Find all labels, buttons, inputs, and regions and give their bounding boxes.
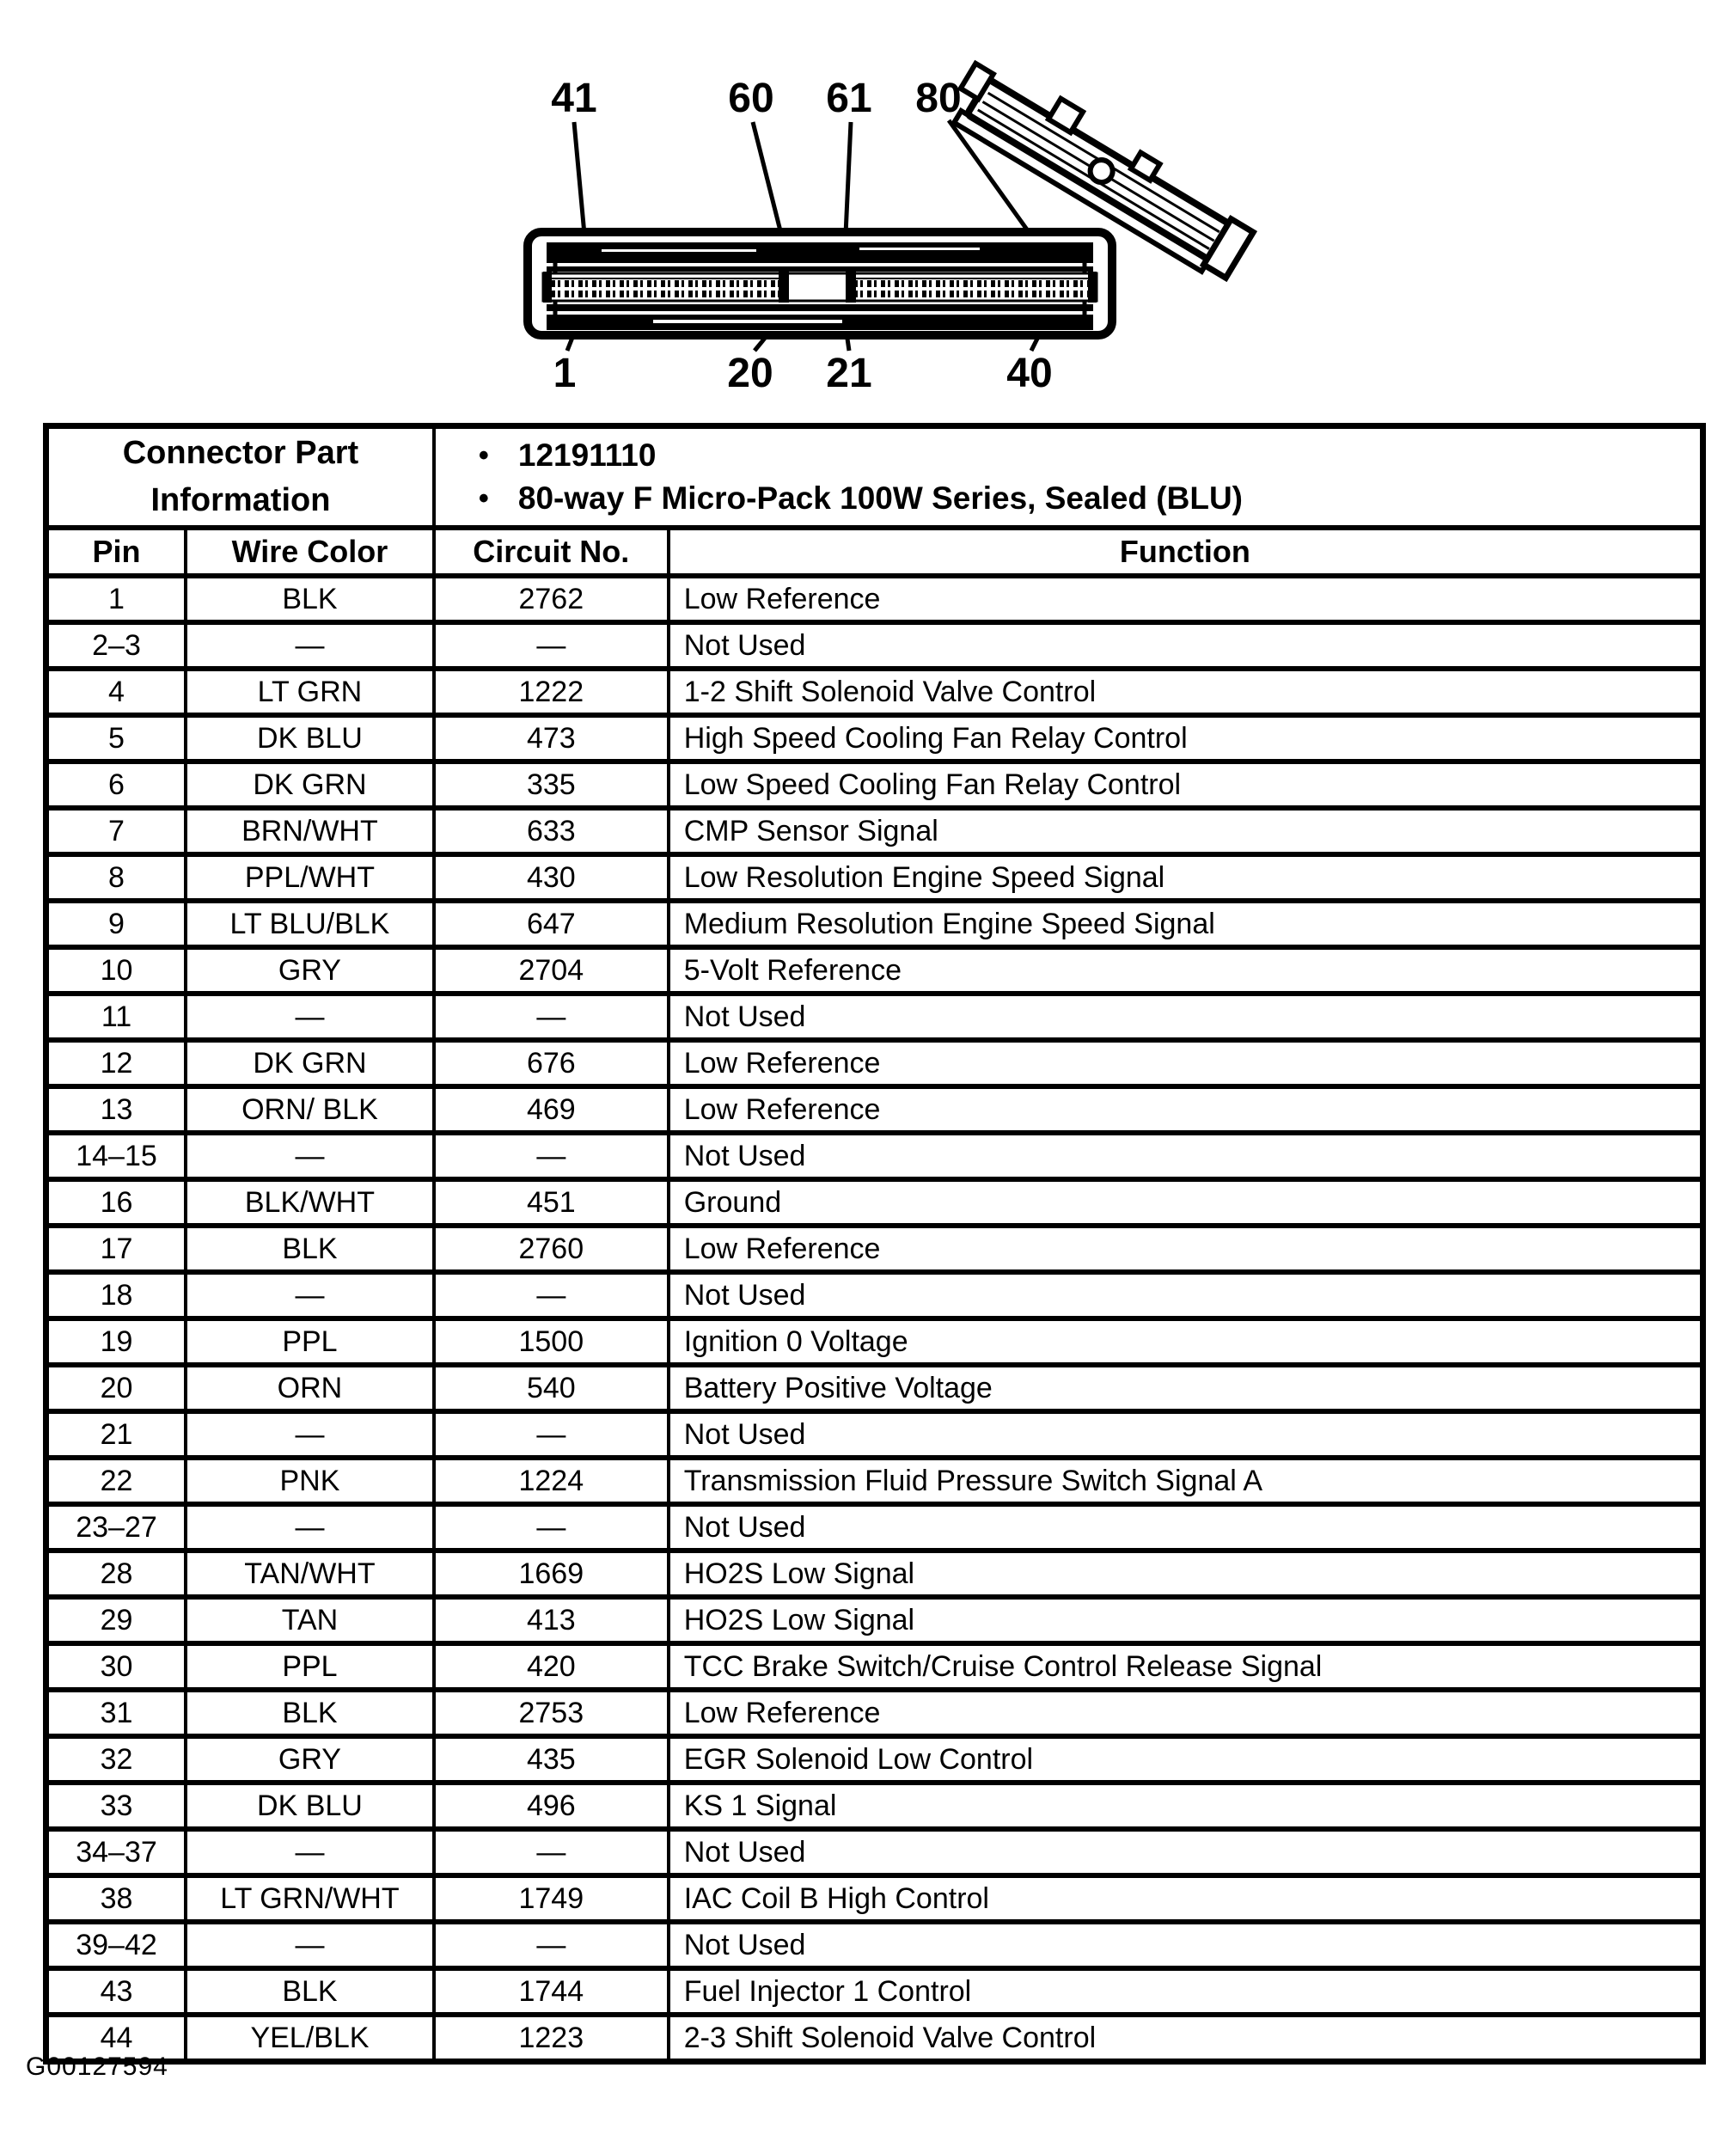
circuit-no-cell: 2762	[434, 576, 669, 622]
pin-label-41: 41	[551, 76, 597, 121]
figure-id: G00127594	[26, 2052, 168, 2081]
pin-cell: 44	[46, 2015, 186, 2062]
pin-cell: 6	[46, 762, 186, 808]
wire-color-cell: —	[186, 1504, 434, 1551]
pin-cell: 11	[46, 994, 186, 1040]
function-cell: High Speed Cooling Fan Relay Control	[669, 715, 1703, 762]
circuit-no-cell: 335	[434, 762, 669, 808]
wire-color-cell: —	[186, 1411, 434, 1458]
circuit-no-cell: 2760	[434, 1226, 669, 1272]
pin-label-61: 61	[826, 76, 872, 121]
wire-color-cell: PPL/WHT	[186, 854, 434, 901]
circuit-no-cell: 420	[434, 1643, 669, 1690]
function-cell: Medium Resolution Engine Speed Signal	[669, 901, 1703, 947]
wire-color-cell: DK BLU	[186, 1783, 434, 1829]
function-cell: 1-2 Shift Solenoid Valve Control	[669, 669, 1703, 715]
table-row	[46, 622, 1703, 669]
function-cell: 2-3 Shift Solenoid Valve Control	[669, 2015, 1703, 2062]
pin-cell: 4	[46, 669, 186, 715]
function-cell: Low Reference	[669, 1690, 1703, 1736]
table-row	[46, 1458, 1703, 1504]
function-cell: CMP Sensor Signal	[669, 808, 1703, 854]
wire-color-cell: BLK	[186, 576, 434, 622]
function-cell: Not Used	[669, 1504, 1703, 1551]
wire-color-cell: —	[186, 994, 434, 1040]
wire-color-cell: LT GRN/WHT	[186, 1875, 434, 1922]
function-cell: Not Used	[669, 994, 1703, 1040]
wire-color-cell: TAN/WHT	[186, 1551, 434, 1597]
table-row	[46, 576, 1703, 622]
circuit-no-cell: 496	[434, 1783, 669, 1829]
column-header-pin: Pin	[46, 528, 186, 576]
circuit-no-cell: —	[434, 1133, 669, 1179]
table-row	[46, 715, 1703, 762]
function-cell: 5-Volt Reference	[669, 947, 1703, 994]
wire-color-cell: —	[186, 622, 434, 669]
pin-cell: 18	[46, 1272, 186, 1318]
table-row	[46, 1597, 1703, 1643]
pin-cell: 12	[46, 1040, 186, 1086]
wire-color-cell: GRY	[186, 1736, 434, 1783]
pin-cell: 2–3	[46, 622, 186, 669]
function-cell: Transmission Fluid Pressure Switch Signal A	[669, 1458, 1703, 1504]
function-cell: Ignition 0 Voltage	[669, 1318, 1703, 1365]
pin-cell: 39–42	[46, 1922, 186, 1968]
pin-label-80: 80	[915, 76, 962, 121]
pin-label-1: 1	[553, 351, 577, 396]
pin-cell: 30	[46, 1643, 186, 1690]
circuit-no-cell: —	[434, 1504, 669, 1551]
pin-cell: 10	[46, 947, 186, 994]
pin-cell: 17	[46, 1226, 186, 1272]
circuit-no-cell: —	[434, 1411, 669, 1458]
pin-cell: 19	[46, 1318, 186, 1365]
table-row	[46, 1133, 1703, 1179]
function-cell: Not Used	[669, 1272, 1703, 1318]
table-row	[46, 808, 1703, 854]
table-row	[46, 1179, 1703, 1226]
function-cell: Not Used	[669, 1411, 1703, 1458]
pin-label-40: 40	[1006, 351, 1053, 396]
wire-color-cell: PPL	[186, 1643, 434, 1690]
pin-cell: 32	[46, 1736, 186, 1783]
pin-cell: 5	[46, 715, 186, 762]
function-cell: Battery Positive Voltage	[669, 1365, 1703, 1411]
table-row	[46, 1736, 1703, 1783]
wire-color-cell: BLK	[186, 1690, 434, 1736]
pin-cell: 33	[46, 1783, 186, 1829]
part-number-line	[479, 437, 1699, 474]
function-cell: Low Reference	[669, 576, 1703, 622]
function-cell: Not Used	[669, 622, 1703, 669]
bullet-icon: •	[478, 438, 489, 472]
circuit-no-cell: 676	[434, 1040, 669, 1086]
part-info-row	[46, 426, 1703, 529]
function-cell: Not Used	[669, 1829, 1703, 1875]
wire-color-cell: DK GRN	[186, 1040, 434, 1086]
pin-cell: 20	[46, 1365, 186, 1411]
table-row	[46, 1086, 1703, 1133]
column-header-circuit: Circuit No.	[434, 528, 669, 576]
pin-cell: 31	[46, 1690, 186, 1736]
column-header-function: Function	[669, 528, 1703, 576]
wire-color-cell: ORN/ BLK	[186, 1086, 434, 1133]
pin-cell: 34–37	[46, 1829, 186, 1875]
circuit-no-cell: 469	[434, 1086, 669, 1133]
function-cell: Low Speed Cooling Fan Relay Control	[669, 762, 1703, 808]
wire-color-cell: PPL	[186, 1318, 434, 1365]
circuit-no-cell: 633	[434, 808, 669, 854]
circuit-no-cell: 413	[434, 1597, 669, 1643]
table-row	[46, 1551, 1703, 1597]
table-row	[46, 994, 1703, 1040]
pin-cell: 1	[46, 576, 186, 622]
circuit-no-cell: 1222	[434, 669, 669, 715]
table-row	[46, 854, 1703, 901]
circuit-no-cell: 1223	[434, 2015, 669, 2062]
function-cell: Low Resolution Engine Speed Signal	[669, 854, 1703, 901]
pin-cell: 21	[46, 1411, 186, 1458]
pinout-table	[43, 423, 1706, 2065]
connector-front-view	[528, 232, 1112, 335]
pin-label-60: 60	[728, 76, 774, 121]
pin-cell: 8	[46, 854, 186, 901]
pin-cell: 29	[46, 1597, 186, 1643]
circuit-no-cell: 1500	[434, 1318, 669, 1365]
circuit-no-cell: 647	[434, 901, 669, 947]
connector-diagram	[0, 0, 1736, 413]
function-cell: Low Reference	[669, 1040, 1703, 1086]
wire-color-cell: GRY	[186, 947, 434, 994]
pin-cell: 7	[46, 808, 186, 854]
connector-part-details	[434, 426, 1703, 529]
circuit-no-cell: 1749	[434, 1875, 669, 1922]
column-header-row	[46, 528, 1703, 576]
circuit-no-cell: 1744	[434, 1968, 669, 2015]
function-cell: Fuel Injector 1 Control	[669, 1968, 1703, 2015]
function-cell: Low Reference	[669, 1226, 1703, 1272]
circuit-no-cell: 540	[434, 1365, 669, 1411]
wire-color-cell: PNK	[186, 1458, 434, 1504]
function-cell: TCC Brake Switch/Cruise Control Release Signal	[669, 1643, 1703, 1690]
column-header-wire: Wire Color	[186, 528, 434, 576]
pin-cell: 9	[46, 901, 186, 947]
wire-color-cell: LT BLU/BLK	[186, 901, 434, 947]
pin-cell: 28	[46, 1551, 186, 1597]
table-row	[46, 1968, 1703, 2015]
function-cell: HO2S Low Signal	[669, 1551, 1703, 1597]
wire-color-cell: BLK/WHT	[186, 1179, 434, 1226]
function-cell: Ground	[669, 1179, 1703, 1226]
table-row	[46, 762, 1703, 808]
circuit-no-cell: 2704	[434, 947, 669, 994]
wire-color-cell: TAN	[186, 1597, 434, 1643]
pin-cell: 23–27	[46, 1504, 186, 1551]
circuit-no-cell: 451	[434, 1179, 669, 1226]
bullet-icon: •	[478, 481, 489, 515]
function-cell: Not Used	[669, 1133, 1703, 1179]
table-row	[46, 669, 1703, 715]
table-row	[46, 1504, 1703, 1551]
function-cell: EGR Solenoid Low Control	[669, 1736, 1703, 1783]
wire-color-cell: ORN	[186, 1365, 434, 1411]
wire-color-cell: —	[186, 1829, 434, 1875]
wire-color-cell: —	[186, 1922, 434, 1968]
pin-label-21: 21	[826, 351, 872, 396]
circuit-no-cell: 1669	[434, 1551, 669, 1597]
table-row	[46, 1922, 1703, 1968]
part-series: 80-way F Micro-Pack 100W Series, Sealed (BLU)	[517, 480, 1243, 516]
circuit-no-cell: —	[434, 1922, 669, 1968]
pin-cell: 43	[46, 1968, 186, 2015]
circuit-no-cell: 1224	[434, 1458, 669, 1504]
wire-color-cell: YEL/BLK	[186, 2015, 434, 2062]
circuit-no-cell: —	[434, 1829, 669, 1875]
table-row	[46, 1829, 1703, 1875]
table-row	[46, 1365, 1703, 1411]
pin-cell: 38	[46, 1875, 186, 1922]
circuit-no-cell: 473	[434, 715, 669, 762]
wire-color-cell: —	[186, 1272, 434, 1318]
table-row	[46, 947, 1703, 994]
wire-color-cell: BLK	[186, 1226, 434, 1272]
circuit-no-cell: 2753	[434, 1690, 669, 1736]
circuit-no-cell: —	[434, 1272, 669, 1318]
pin-cell: 16	[46, 1179, 186, 1226]
table-row	[46, 1272, 1703, 1318]
function-cell: Not Used	[669, 1922, 1703, 1968]
circuit-no-cell: —	[434, 994, 669, 1040]
table-row	[46, 1040, 1703, 1086]
pin-cell: 14–15	[46, 1133, 186, 1179]
part-number: 12191110	[517, 437, 657, 473]
connector-part-info-header: Connector Part Information	[46, 426, 434, 529]
pin-row-right-group	[847, 277, 1090, 297]
part-series-line	[479, 480, 1699, 517]
wire-color-cell: —	[186, 1133, 434, 1179]
function-cell: IAC Coil B High Control	[669, 1875, 1703, 1922]
pin-label-20: 20	[727, 351, 773, 396]
wire-color-cell: BLK	[186, 1968, 434, 2015]
table-row	[46, 1226, 1703, 1272]
table-row	[46, 1411, 1703, 1458]
table-row	[46, 1690, 1703, 1736]
circuit-no-cell: 435	[434, 1736, 669, 1783]
pin-cell: 22	[46, 1458, 186, 1504]
pin-cell: 13	[46, 1086, 186, 1133]
wire-color-cell: BRN/WHT	[186, 808, 434, 854]
function-cell: HO2S Low Signal	[669, 1597, 1703, 1643]
table-row	[46, 1643, 1703, 1690]
table-row	[46, 1318, 1703, 1365]
wire-color-cell: DK GRN	[186, 762, 434, 808]
circuit-no-cell: 430	[434, 854, 669, 901]
table-row	[46, 1875, 1703, 1922]
wire-color-cell: LT GRN	[186, 669, 434, 715]
function-cell: KS 1 Signal	[669, 1783, 1703, 1829]
pinout-table-body	[46, 576, 1703, 2062]
table-row	[46, 901, 1703, 947]
wire-color-cell: DK BLU	[186, 715, 434, 762]
circuit-no-cell: —	[434, 622, 669, 669]
function-cell: Low Reference	[669, 1086, 1703, 1133]
pin-row-left-group	[550, 277, 787, 297]
table-row	[46, 1783, 1703, 1829]
table-row	[46, 2015, 1703, 2062]
